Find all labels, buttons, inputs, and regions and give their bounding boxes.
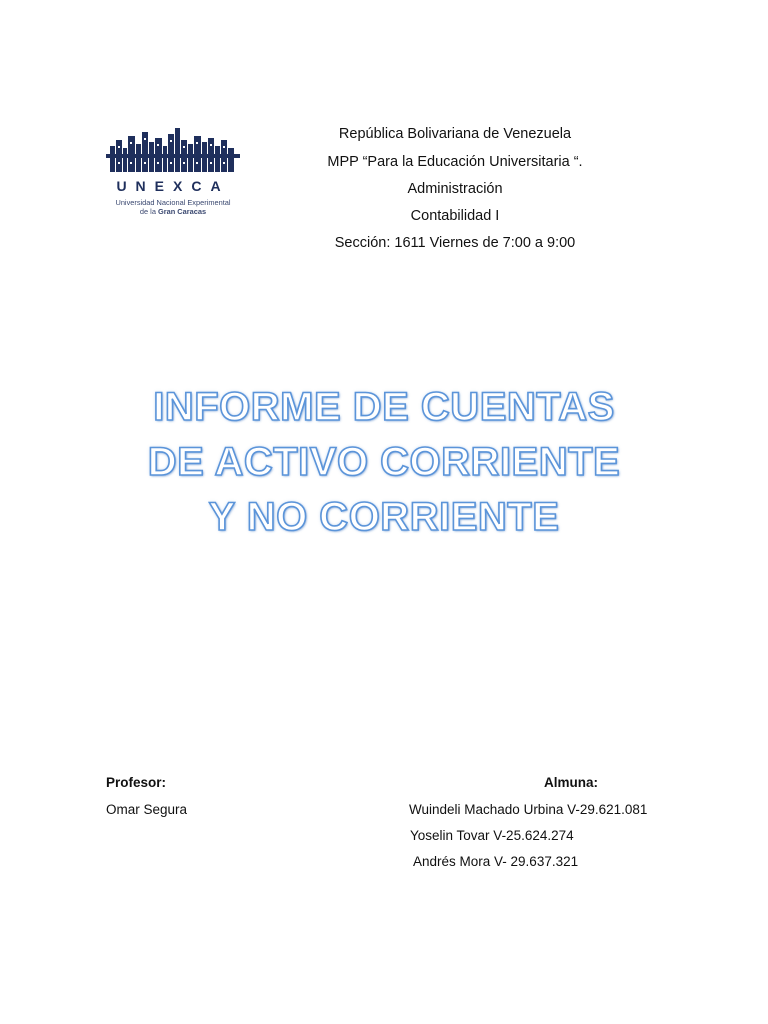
logo-acronym: UNEXCA <box>116 178 230 194</box>
logo-subtitle-bold: Gran Caracas <box>158 207 207 216</box>
report-title-line1: INFORME DE CUENTAS <box>153 385 615 429</box>
header-section: Sección: 1611 Viernes de 7:00 a 9:00 <box>334 235 576 251</box>
header-country: República Bolivariana de Venezuela <box>338 126 572 142</box>
report-title-line3: Y NO CORRIENTE <box>208 495 560 539</box>
header-ministry: MPP “Para la Educación Universitaria “. <box>327 154 583 170</box>
student-name: Andrés Mora V- 29.637.321 <box>413 854 579 869</box>
student-name: Yoselin Tovar V-25.624.274 <box>410 828 574 843</box>
logo-subtitle-line1: Universidad Nacional Experimental <box>115 198 231 207</box>
student-name: Wuindeli Machado Urbina V-29.621.081 <box>409 802 648 817</box>
header-course: Contabilidad I <box>410 208 500 224</box>
profesor-label: Profesor: <box>106 775 167 790</box>
profesor-name: Omar Segura <box>106 802 188 817</box>
alumna-label: Almuna: <box>544 775 598 790</box>
logo-subtitle-prefix: de la <box>139 207 158 216</box>
report-title-line2: DE ACTIVO CORRIENTE <box>147 440 621 484</box>
header-program: Administración <box>407 181 503 197</box>
